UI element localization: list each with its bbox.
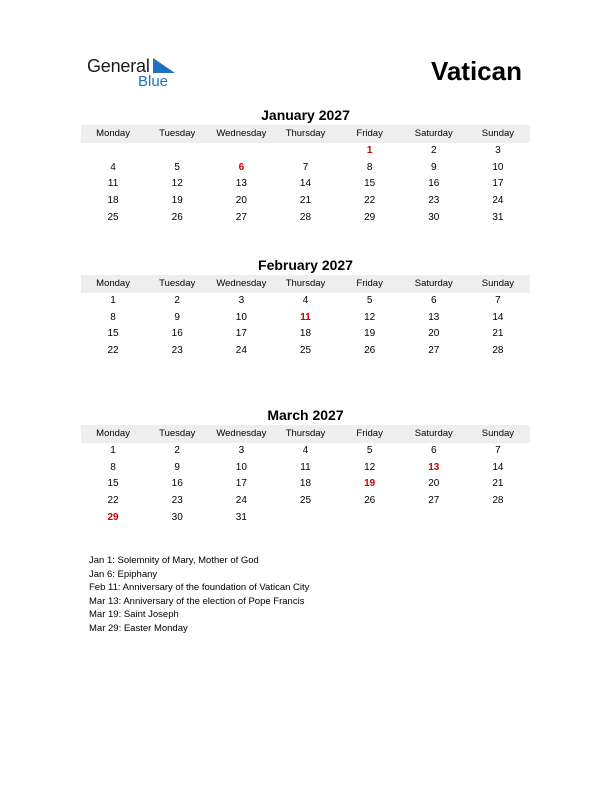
- day-cell: 14: [299, 178, 312, 190]
- day-cell: 22: [107, 345, 119, 357]
- logo-general-text: General: [87, 56, 150, 76]
- month-calendar: [81, 256, 530, 360]
- day-cell: 21: [492, 478, 504, 490]
- day-cell: 17: [235, 478, 247, 490]
- holiday-entry: Mar 13: Anniversary of the election of Pope Francis: [89, 595, 305, 607]
- day-cell: 10: [235, 461, 247, 473]
- day-cell: 15: [364, 178, 376, 190]
- day-cell: 7: [495, 295, 501, 306]
- day-cell: 4: [302, 295, 309, 306]
- weekday-label: Tuesday: [159, 428, 196, 439]
- day-cell: 25: [107, 211, 119, 223]
- logo-triangle-icon: [153, 58, 175, 73]
- weekday-label: Friday: [356, 128, 383, 139]
- day-cell: 10: [235, 311, 247, 323]
- day-cell: 19: [364, 328, 376, 340]
- day-cell: 20: [235, 195, 247, 207]
- weekday-label: Thursday: [285, 428, 326, 439]
- day-cell: 5: [366, 295, 373, 306]
- day-cell: 24: [492, 195, 504, 207]
- logo-blue-text: Blue: [138, 73, 169, 90]
- generalblue-logo: [87, 55, 187, 91]
- day-cell: 4: [110, 161, 116, 173]
- day-cell: 30: [428, 211, 440, 223]
- day-cell: 25: [299, 345, 312, 357]
- holiday-day-cell: 19: [364, 478, 376, 490]
- holiday-day-cell: 6: [238, 161, 245, 173]
- weekday-label: Monday: [96, 428, 130, 439]
- weekday-label: Saturday: [414, 128, 453, 139]
- day-cell: 25: [299, 495, 312, 507]
- day-cell: 7: [495, 445, 501, 456]
- day-cell: 5: [174, 161, 180, 173]
- day-cell: 27: [235, 211, 247, 223]
- day-cell: 24: [235, 345, 247, 357]
- month-calendar: [81, 106, 530, 226]
- day-cell: 26: [171, 211, 183, 223]
- day-cell: 9: [174, 461, 180, 473]
- month-calendar: [81, 406, 530, 526]
- day-cell: 17: [492, 178, 504, 190]
- weekday-header: [81, 125, 530, 143]
- day-cell: 3: [238, 295, 245, 306]
- holiday-entry: Mar 29: Easter Monday: [89, 622, 188, 634]
- day-cell: 23: [428, 195, 440, 207]
- holiday-day-cell: 1: [366, 145, 373, 156]
- day-cell: 21: [492, 328, 504, 340]
- weekday-label: Friday: [356, 278, 383, 289]
- empty-day-cell: [81, 143, 145, 160]
- day-cell: 13: [235, 178, 247, 190]
- month-title: March 2027: [267, 407, 344, 423]
- weekday-label: Thursday: [285, 278, 326, 289]
- day-cell: 26: [364, 495, 376, 507]
- day-cell: 27: [428, 495, 440, 507]
- day-cell: 18: [107, 195, 119, 207]
- day-cell: 15: [107, 328, 119, 340]
- weekday-label: Wednesday: [216, 428, 267, 439]
- weekday-header: [81, 275, 530, 293]
- empty-day-cell: [273, 143, 337, 160]
- weekday-label: Monday: [96, 128, 130, 139]
- empty-day-cell: [209, 143, 273, 160]
- holiday-entry: Jan 6: Epiphany: [89, 568, 158, 580]
- day-cell: 4: [302, 445, 309, 456]
- weekday-label: Tuesday: [159, 278, 196, 289]
- day-cell: 10: [492, 161, 504, 173]
- day-cell: 6: [430, 445, 437, 456]
- day-cell: 22: [364, 195, 376, 207]
- holiday-entry: Feb 11: Anniversary of the foundation of Vatican City: [89, 582, 310, 594]
- day-cell: 9: [430, 161, 437, 173]
- day-cell: 11: [107, 178, 119, 190]
- day-cell: 2: [430, 145, 437, 156]
- day-cell: 1: [110, 445, 116, 456]
- day-cell: 15: [107, 478, 119, 490]
- holiday-day-cell: 13: [428, 461, 440, 473]
- weekday-label: Sunday: [481, 428, 515, 439]
- day-grid: [81, 293, 530, 360]
- holiday-day-cell: 11: [300, 311, 311, 323]
- weekday-label: Friday: [356, 428, 383, 439]
- day-cell: 17: [235, 328, 247, 340]
- weekday-label: Wednesday: [216, 278, 267, 289]
- day-cell: 7: [302, 161, 309, 173]
- day-cell: 2: [174, 445, 180, 456]
- day-cell: 21: [299, 195, 312, 207]
- empty-day-cell: [145, 143, 209, 160]
- day-cell: 18: [299, 478, 312, 490]
- weekday-label: Tuesday: [159, 128, 196, 139]
- day-cell: 31: [235, 511, 247, 523]
- day-cell: 14: [492, 311, 504, 323]
- day-cell: 6: [430, 295, 437, 306]
- day-cell: 20: [428, 478, 440, 490]
- day-cell: 28: [299, 211, 312, 223]
- weekday-label: Sunday: [481, 128, 515, 139]
- day-cell: 29: [364, 211, 376, 223]
- day-cell: 22: [107, 495, 119, 507]
- day-cell: 28: [492, 345, 504, 357]
- day-cell: 2: [174, 295, 180, 306]
- month-title: February 2027: [258, 257, 353, 273]
- holiday-list: [89, 554, 309, 636]
- holiday-entry: Mar 19: Saint Joseph: [89, 609, 179, 621]
- day-cell: 9: [174, 311, 180, 323]
- day-cell: 14: [492, 461, 504, 473]
- day-cell: 11: [300, 461, 311, 473]
- day-cell: 23: [171, 495, 183, 507]
- day-cell: 28: [492, 495, 504, 507]
- day-cell: 12: [364, 311, 376, 323]
- day-cell: 3: [238, 445, 245, 456]
- weekday-label: Thursday: [285, 128, 326, 139]
- day-cell: 30: [171, 511, 183, 523]
- day-cell: 24: [235, 495, 247, 507]
- day-cell: 26: [364, 345, 376, 357]
- weekday-label: Wednesday: [216, 128, 267, 139]
- day-grid: [81, 443, 530, 526]
- day-cell: 8: [366, 161, 373, 173]
- day-cell: 5: [366, 445, 373, 456]
- day-cell: 16: [171, 328, 183, 340]
- day-cell: 16: [428, 178, 440, 190]
- holiday-day-cell: 29: [107, 511, 119, 523]
- holiday-entry: Jan 1: Solemnity of Mary, Mother of God: [89, 555, 259, 566]
- day-cell: 16: [171, 478, 183, 490]
- day-cell: 19: [171, 195, 183, 207]
- day-grid: [81, 143, 530, 226]
- day-cell: 27: [428, 345, 440, 357]
- month-title: January 2027: [261, 107, 350, 123]
- day-cell: 1: [110, 295, 116, 306]
- country-title: Vatican: [430, 56, 522, 86]
- day-cell: 8: [110, 311, 116, 323]
- weekday-label: Saturday: [414, 278, 453, 289]
- day-cell: 23: [171, 345, 183, 357]
- day-cell: 13: [428, 311, 440, 323]
- day-cell: 20: [428, 328, 440, 340]
- weekday-label: Sunday: [481, 278, 515, 289]
- day-cell: 12: [171, 178, 183, 190]
- weekday-label: Monday: [96, 278, 130, 289]
- weekday-header: [81, 425, 530, 443]
- day-cell: 3: [495, 145, 501, 156]
- day-cell: 18: [299, 328, 312, 340]
- weekday-label: Saturday: [414, 428, 453, 439]
- day-cell: 12: [364, 461, 376, 473]
- day-cell: 31: [492, 211, 504, 223]
- day-cell: 8: [110, 461, 116, 473]
